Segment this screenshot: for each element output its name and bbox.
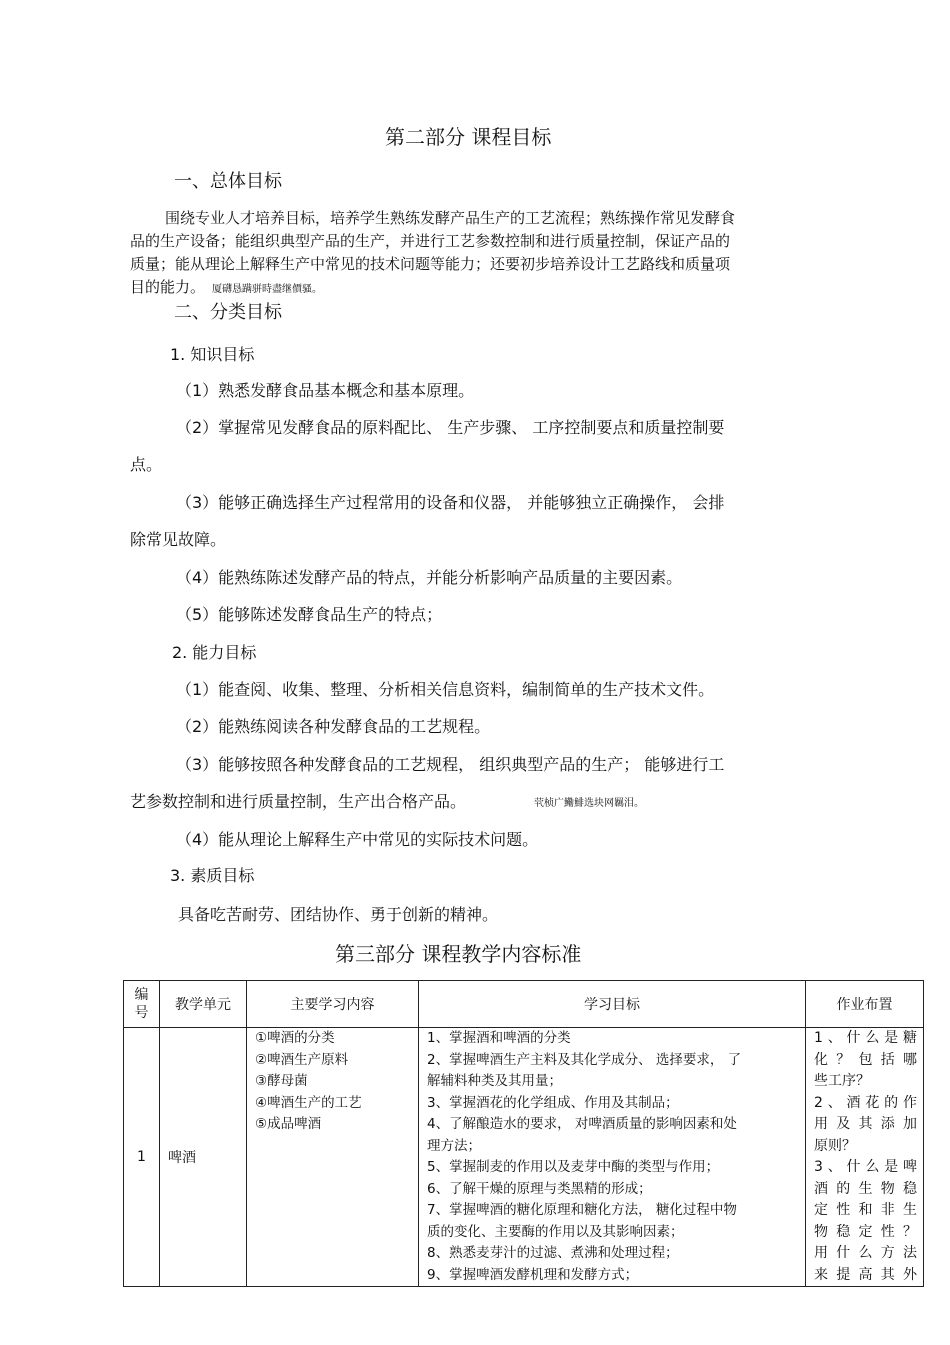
- row-homework-cell: [806, 1028, 924, 1287]
- knowledge-item-3-cont: 除常见故障。: [130, 530, 227, 549]
- overall-goal-line-1: 围绕专业人才培养目标，培养学生熟练发酵产品生产的工艺流程；熟练操作常见发酵食: [165, 209, 736, 227]
- row-content-cell: [247, 1028, 419, 1287]
- content-item: ⑤成品啤酒: [255, 1116, 322, 1132]
- goal-item: 4、了解酿造水的要求， 对啤酒质量的影响因素和处: [427, 1116, 737, 1132]
- overall-goal-line-3: 质量；能从理论上解释生产中常见的技术问题等能力；还要初步培养设计工艺路线和质量项: [130, 255, 731, 273]
- homework-line: 来提高其外: [814, 1266, 917, 1283]
- knowledge-item-4: （4）能熟练陈述发酵产品的特点，并能分析影响产品质量的主要因素。: [176, 568, 683, 587]
- content-item: ③酵母菌: [255, 1073, 308, 1089]
- ability-item-1: （1）能查阅、收集、整理、分析相关信息资料，编制简单的生产技术文件。: [176, 680, 715, 699]
- header-homework: 作业布置: [806, 981, 924, 1028]
- homework-line: 原则？: [814, 1137, 856, 1154]
- goal-item: 7、掌握啤酒的糖化原理和糖化方法， 糖化过程中物: [427, 1202, 737, 1218]
- knowledge-goal-heading: 1. 知识目标: [170, 345, 255, 364]
- goal-item: 9、掌握啤酒发酵机理和发酵方式；: [427, 1266, 639, 1283]
- goal-item-cont: 理方法；: [427, 1137, 481, 1154]
- homework-list: [806, 1028, 923, 1286]
- ability-goal-heading: 2. 能力目标: [172, 643, 257, 662]
- ability-item-2: （2）能熟练阅读各种发酵食品的工艺规程。: [176, 717, 491, 736]
- header-num: [124, 981, 160, 1028]
- overall-goal-heading: 一、总体目标: [174, 171, 282, 192]
- header-num-line-2: 号: [134, 1005, 149, 1021]
- knowledge-item-1: （1）熟悉发酵食品基本概念和基本原理。: [176, 381, 475, 400]
- homework-line: 用什么方法: [814, 1245, 917, 1261]
- header-num-line-1: 编: [134, 987, 149, 1003]
- header-content: 主要学习内容: [247, 981, 419, 1028]
- content-item: ②啤酒生产原料: [255, 1051, 349, 1068]
- homework-line: 2、酒花的作: [814, 1094, 917, 1111]
- table-header-row: [124, 981, 924, 1028]
- knowledge-item-5: （5）能够陈述发酵食品生产的特点；: [176, 605, 443, 624]
- homework-line: 定性和非生: [814, 1202, 917, 1218]
- homework-line: 化？包括哪: [814, 1051, 917, 1068]
- content-item: ①啤酒的分类: [255, 1030, 335, 1046]
- content-standard-table: [123, 980, 924, 1287]
- row-unit-cell: [160, 1028, 247, 1287]
- ability-note: 茕桢广鰳鯡选块网羈泪。: [534, 798, 644, 809]
- part3-title: 第三部分 课程教学内容标准: [335, 942, 582, 966]
- homework-line: 酒的生物稳: [814, 1180, 917, 1197]
- table-row: [124, 1028, 924, 1287]
- row-goals-cell: [419, 1028, 806, 1287]
- homework-line: 3、什么是啤: [814, 1159, 917, 1175]
- overall-goal-note: 厦礴恳蹒骈時盡继價骚。: [212, 284, 322, 295]
- row-num-cell: [124, 1028, 160, 1287]
- ability-item-3: （3）能够按照各种发酵食品的工艺规程， 组织典型产品的生产； 能够进行工: [176, 755, 725, 774]
- knowledge-item-3: （3）能够正确选择生产过程常用的设备和仪器， 并能够独立正确操作， 会排: [176, 493, 725, 512]
- goals-list: [419, 1028, 805, 1286]
- goal-item: 5、掌握制麦的作用以及麦芽中酶的类型与作用；: [427, 1159, 720, 1175]
- homework-line: 物稳定性？: [814, 1223, 917, 1240]
- goal-item: 6、了解干燥的原理与类黑精的形成；: [427, 1180, 652, 1197]
- ability-item-4: （4）能从理论上解释生产中常见的实际技术问题。: [176, 830, 539, 849]
- part2-title: 第二部分 课程目标: [385, 125, 552, 149]
- header-goals: 学习目标: [419, 981, 806, 1028]
- goal-item: 3、掌握酒花的化学组成、作用及其制品；: [427, 1094, 679, 1111]
- row-num: 1: [137, 1149, 146, 1165]
- category-goal-heading: 二、分类目标: [174, 302, 282, 323]
- ability-item-3-cont: 艺参数控制和进行质量控制，生产出合格产品。: [130, 792, 467, 811]
- homework-line: 用及其添加: [814, 1116, 917, 1132]
- knowledge-item-2-cont: 点。: [130, 455, 163, 474]
- content-item: ④啤酒生产的工艺: [255, 1094, 362, 1111]
- quality-goal-text: 具备吃苦耐劳、团结协作、勇于创新的精神。: [178, 905, 499, 924]
- overall-goal-line-2: 品的生产设备；能组织典型产品的生产，并进行工艺参数控制和进行质量控制，保证产品的: [130, 232, 731, 250]
- homework-line: 些工序？: [814, 1073, 870, 1089]
- goal-item-cont: 解辅料种类及其用量；: [427, 1073, 562, 1089]
- overall-goal-line-4: 目的能力。: [130, 278, 206, 296]
- homework-line: 1、什么是糖: [814, 1030, 917, 1046]
- row-unit: 啤酒: [168, 1150, 196, 1166]
- goal-item: 1、掌握酒和啤酒的分类: [427, 1030, 571, 1046]
- quality-goal-heading: 3. 素质目标: [170, 866, 255, 885]
- goal-item-cont: 质的变化、主要酶的作用以及其影响因素；: [427, 1223, 684, 1240]
- knowledge-item-2: （2）掌握常见发酵食品的原料配比、 生产步骤、 工序控制要点和质量控制要: [176, 418, 725, 437]
- goal-item: 2、掌握啤酒生产主料及其化学成分、 选择要求， 了: [427, 1051, 742, 1068]
- goal-item: 8、熟悉麦芽汁的过滤、煮沸和处理过程；: [427, 1245, 679, 1261]
- header-unit: 教学单元: [160, 981, 247, 1028]
